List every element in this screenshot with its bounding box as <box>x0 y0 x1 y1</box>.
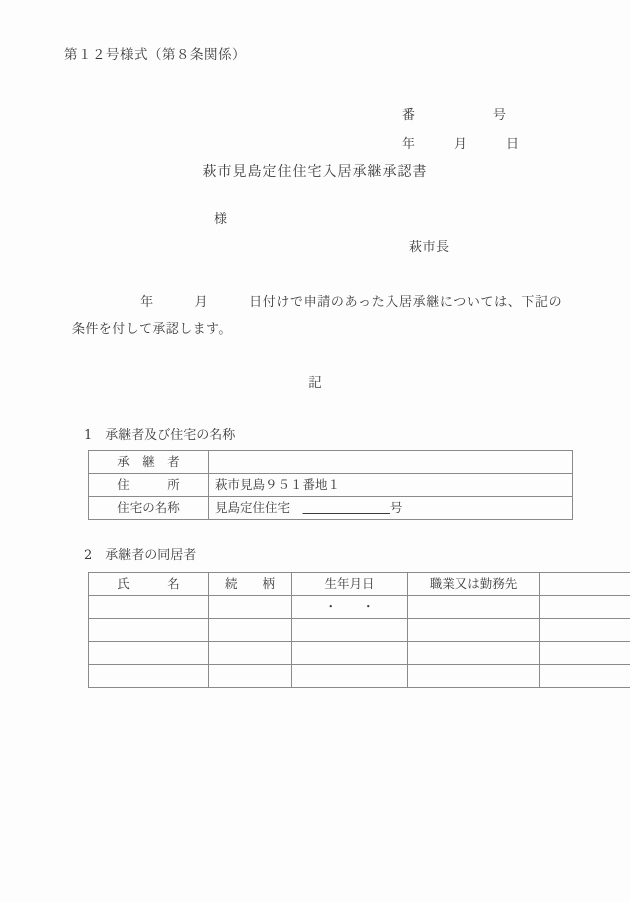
cell-name[interactable] <box>89 596 209 619</box>
body-paragraph: 年 月 日付けで申請のあった入居承継については、下記の条件を付して承認します。 <box>72 295 562 337</box>
column-header-birthdate: 生年月日 <box>292 573 408 596</box>
cell-relationship[interactable] <box>209 642 292 665</box>
cell-extra[interactable] <box>540 665 630 688</box>
cell-birthdate[interactable] <box>292 619 408 642</box>
cell-relationship[interactable] <box>209 596 292 619</box>
row-label: 住 所 <box>89 474 209 497</box>
cell-extra[interactable] <box>540 619 630 642</box>
column-header-occupation: 職業又は勤務先 <box>408 573 540 596</box>
table-header-row <box>89 573 630 596</box>
addressee-field: 様 <box>214 212 228 227</box>
table-row <box>89 619 630 642</box>
cell-occupation[interactable] <box>408 642 540 665</box>
cell-birthdate[interactable] <box>292 642 408 665</box>
table-row <box>89 474 573 497</box>
page-title: 萩市見島定住住宅入居承継承認書 <box>202 164 428 180</box>
note-marker: 記 <box>308 375 322 391</box>
cell-extra[interactable] <box>540 642 630 665</box>
cohabitants-table <box>88 572 630 688</box>
row-label: 住宅の名称 <box>89 497 209 520</box>
cell-occupation[interactable] <box>408 619 540 642</box>
cell-occupation[interactable] <box>408 665 540 688</box>
cell-occupation[interactable] <box>408 596 540 619</box>
issuer-name: 萩市長 <box>409 240 450 255</box>
table-row <box>89 596 630 619</box>
cell-birthdate[interactable]: ・ ・ <box>292 596 408 619</box>
row-value[interactable] <box>209 451 573 474</box>
cell-name[interactable] <box>89 665 209 688</box>
dwelling-number-blank[interactable]: ＿＿＿＿＿＿＿ <box>302 500 391 516</box>
reference-number-line: 番 号 <box>402 108 507 123</box>
column-header-extra <box>540 573 630 596</box>
row-value[interactable] <box>209 497 573 520</box>
dwelling-name-prefix: 見島定住住宅 <box>215 500 303 516</box>
section2-heading: 2 承継者の同居者 <box>84 548 197 563</box>
cell-extra[interactable] <box>540 596 630 619</box>
column-header-relationship: 続 柄 <box>209 573 292 596</box>
table-row <box>89 665 630 688</box>
column-header-name: 氏 名 <box>89 573 209 596</box>
row-label: 承 継 者 <box>89 451 209 474</box>
cell-name[interactable] <box>89 619 209 642</box>
table-row <box>89 642 630 665</box>
table-row <box>89 497 573 520</box>
cell-name[interactable] <box>89 642 209 665</box>
table-row <box>89 451 573 474</box>
issue-date-line: 年 月 日 <box>402 137 520 152</box>
form-number: 第１２号様式（第８条関係） <box>64 47 246 63</box>
row-value[interactable]: 萩市見島９５１番地１ <box>209 474 573 497</box>
section1-heading: 1 承継者及び住宅の名称 <box>84 428 236 443</box>
dwelling-name-suffix: 号 <box>390 500 403 516</box>
cell-birthdate[interactable] <box>292 665 408 688</box>
successor-table <box>88 450 573 520</box>
cell-relationship[interactable] <box>209 619 292 642</box>
cell-relationship[interactable] <box>209 665 292 688</box>
